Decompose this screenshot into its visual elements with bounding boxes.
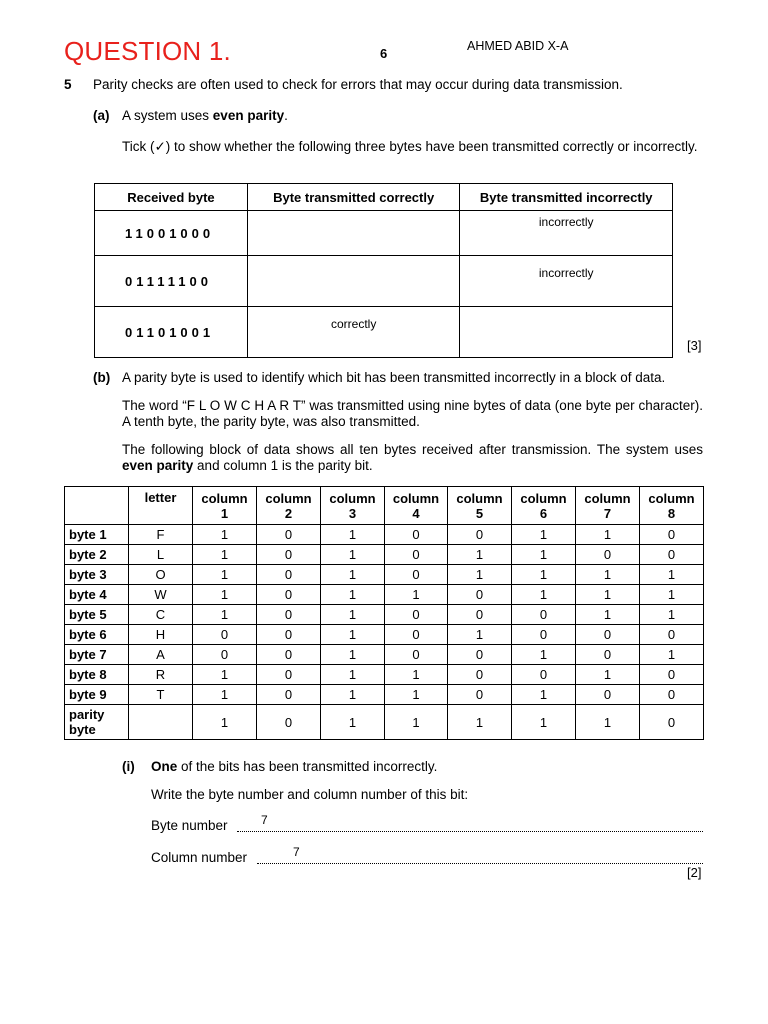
column-number-field[interactable]: [257, 845, 703, 864]
header-letter: letter: [129, 487, 193, 525]
header-column-2: column 2: [257, 487, 321, 525]
bit-cell-column-2: 0: [257, 605, 321, 625]
bit-cell-column-3: 1: [321, 625, 385, 645]
header-transmitted-incorrectly: Byte transmitted incorrectly: [460, 184, 673, 211]
bit-cell-column-7: 0: [576, 625, 640, 645]
bit-cell-column-8: 1: [640, 565, 704, 585]
parity-table: [64, 486, 704, 740]
parity-table-row: [65, 665, 704, 685]
incorrectly-cell[interactable]: [460, 307, 673, 358]
part-b-text1: A parity byte is used to identify which bit has been transmitted incorrectly in a block of data.: [122, 370, 666, 385]
incorrectly-cell[interactable]: incorrectly: [460, 256, 673, 307]
header-column-6: column 6: [512, 487, 576, 525]
letter-cell: C: [129, 605, 193, 625]
bit-cell-column-5: 1: [448, 545, 512, 565]
header-column-7: column 7: [576, 487, 640, 525]
bit-cell-column-8: 0: [640, 525, 704, 545]
received-byte-cell: 11001000: [95, 211, 248, 256]
letter-cell: F: [129, 525, 193, 545]
part-b-text2: The word “F L O W C H A R T” was transmitted using nine bytes of data (one byte per character). A tenth byte, the parity byte, was also transmitted.: [122, 398, 703, 429]
bit-cell-column-4: 0: [385, 645, 448, 665]
parity-table-row: [65, 705, 704, 740]
bit-cell-column-6: 1: [512, 645, 576, 665]
bit-cell-column-5: 0: [448, 685, 512, 705]
bit-cell-column-1: 1: [193, 685, 257, 705]
letter-cell: A: [129, 645, 193, 665]
bit-cell-column-1: 1: [193, 705, 257, 740]
bit-cell-column-2: 0: [257, 545, 321, 565]
bit-cell-column-2: 0: [257, 565, 321, 585]
part-i-marks: [2]: [687, 865, 702, 880]
column-number-answer: 7: [293, 845, 300, 859]
byte-number-answer: 7: [261, 813, 268, 827]
row-label: byte 2: [65, 545, 129, 565]
correctly-cell[interactable]: [247, 256, 460, 307]
part-a-instruction: Tick (✓) to show whether the following three bytes have been transmitted correctly or incorrectly.: [122, 139, 698, 154]
letter-cell: R: [129, 665, 193, 685]
bit-cell-column-8: 1: [640, 585, 704, 605]
row-label: byte 4: [65, 585, 129, 605]
column-number-line: [151, 845, 703, 868]
parity-table-row: [65, 545, 704, 565]
bit-cell-column-4: 0: [385, 625, 448, 645]
bit-cell-column-3: 1: [321, 685, 385, 705]
parity-table-row: [65, 645, 704, 665]
letter-cell: [129, 705, 193, 740]
bit-cell-column-8: 0: [640, 625, 704, 645]
bit-cell-column-3: 1: [321, 585, 385, 605]
bit-cell-column-6: 1: [512, 685, 576, 705]
bit-cell-column-3: 1: [321, 705, 385, 740]
bit-cell-column-2: 0: [257, 625, 321, 645]
bit-cell-column-1: 0: [193, 645, 257, 665]
part-b-text3-bold: even parity: [122, 458, 194, 473]
student-name: AHMED ABID X-A: [467, 39, 569, 53]
bit-cell-column-5: 1: [448, 705, 512, 740]
bit-cell-column-4: 1: [385, 665, 448, 685]
row-label: byte 6: [65, 625, 129, 645]
bit-cell-column-4: 0: [385, 565, 448, 585]
parity-table-row: [65, 565, 704, 585]
bit-cell-column-3: 1: [321, 645, 385, 665]
table-row: [95, 256, 673, 307]
correctly-cell[interactable]: [247, 211, 460, 256]
letter-cell: L: [129, 545, 193, 565]
bit-cell-column-7: 1: [576, 585, 640, 605]
received-byte-cell: 01111100: [95, 256, 248, 307]
part-b-text3: [122, 442, 703, 474]
bit-cell-column-8: 0: [640, 665, 704, 685]
bit-cell-column-1: 0: [193, 625, 257, 645]
bit-cell-column-3: 1: [321, 545, 385, 565]
received-byte-table: [94, 183, 673, 358]
letter-cell: T: [129, 685, 193, 705]
header-column-5: column 5: [448, 487, 512, 525]
parity-table-row: [65, 525, 704, 545]
bit-cell-column-2: 0: [257, 645, 321, 665]
part-a-text-bold: even parity: [212, 108, 285, 123]
bit-cell-column-7: 1: [576, 665, 640, 685]
bit-cell-column-4: 1: [385, 705, 448, 740]
question-number: 5: [64, 77, 72, 92]
part-b-text3-prefix: The following block of data shows all ten bytes received after transmission. The system uses: [122, 442, 703, 457]
letter-cell: H: [129, 625, 193, 645]
part-a-text: [122, 108, 288, 123]
bit-cell-column-2: 0: [257, 665, 321, 685]
row-label: byte 7: [65, 645, 129, 665]
bit-cell-column-7: 1: [576, 705, 640, 740]
bit-cell-column-5: 0: [448, 525, 512, 545]
part-a-marks: [3]: [687, 338, 702, 353]
bit-cell-column-1: 1: [193, 565, 257, 585]
bit-cell-column-3: 1: [321, 525, 385, 545]
bit-cell-column-3: 1: [321, 665, 385, 685]
header-column-4: column 4: [385, 487, 448, 525]
incorrectly-cell[interactable]: incorrectly: [460, 211, 673, 256]
bit-cell-column-5: 1: [448, 565, 512, 585]
bit-cell-column-6: 1: [512, 705, 576, 740]
part-b-label: (b): [93, 370, 111, 385]
bit-cell-column-2: 0: [257, 705, 321, 740]
row-label: byte 1: [65, 525, 129, 545]
row-label: parity byte: [65, 705, 129, 740]
header-blank: [65, 487, 129, 525]
bit-cell-column-7: 0: [576, 685, 640, 705]
byte-number-line: [151, 813, 703, 836]
bit-cell-column-6: 0: [512, 665, 576, 685]
row-label: byte 3: [65, 565, 129, 585]
bit-cell-column-4: 0: [385, 525, 448, 545]
column-number-label: Column number: [151, 850, 248, 865]
page-number: 6: [380, 46, 388, 61]
bit-cell-column-8: 0: [640, 685, 704, 705]
bit-cell-column-1: 1: [193, 545, 257, 565]
header-column-1: column 1: [193, 487, 257, 525]
part-i-text-suffix: of the bits has been transmitted incorrectly.: [177, 759, 438, 774]
parity-header-row: [65, 487, 704, 525]
bit-cell-column-8: 0: [640, 705, 704, 740]
bit-cell-column-1: 1: [193, 665, 257, 685]
bit-cell-column-6: 1: [512, 525, 576, 545]
bit-cell-column-5: 0: [448, 605, 512, 625]
bit-cell-column-7: 1: [576, 525, 640, 545]
bit-cell-column-8: 1: [640, 645, 704, 665]
bit-cell-column-7: 1: [576, 565, 640, 585]
part-a-label: (a): [93, 108, 110, 123]
bit-cell-column-2: 0: [257, 525, 321, 545]
header-column-8: column 8: [640, 487, 704, 525]
bit-cell-column-5: 0: [448, 585, 512, 605]
bit-cell-column-4: 1: [385, 685, 448, 705]
part-i-text: [151, 759, 437, 774]
bit-cell-column-1: 1: [193, 525, 257, 545]
bit-cell-column-7: 0: [576, 545, 640, 565]
parity-table-row: [65, 585, 704, 605]
parity-table-row: [65, 685, 704, 705]
row-label: byte 9: [65, 685, 129, 705]
header-received-byte: Received byte: [95, 184, 248, 211]
table-row: [95, 307, 673, 358]
bit-cell-column-4: 0: [385, 545, 448, 565]
part-i-instruction: Write the byte number and column number of this bit:: [151, 787, 469, 802]
bit-cell-column-5: 0: [448, 645, 512, 665]
correctly-cell[interactable]: correctly: [247, 307, 460, 358]
bit-cell-column-5: 1: [448, 625, 512, 645]
bit-cell-column-6: 1: [512, 545, 576, 565]
header-column-3: column 3: [321, 487, 385, 525]
bit-cell-column-1: 1: [193, 585, 257, 605]
byte-number-field[interactable]: [237, 813, 703, 832]
bit-cell-column-6: 0: [512, 625, 576, 645]
bit-cell-column-6: 0: [512, 605, 576, 625]
bit-cell-column-7: 1: [576, 605, 640, 625]
parity-table-row: [65, 625, 704, 645]
bit-cell-column-8: 1: [640, 605, 704, 625]
bit-cell-column-3: 1: [321, 605, 385, 625]
bit-cell-column-4: 1: [385, 585, 448, 605]
letter-cell: O: [129, 565, 193, 585]
row-label: byte 8: [65, 665, 129, 685]
bit-cell-column-2: 0: [257, 585, 321, 605]
part-a-text-prefix: A system uses: [122, 108, 213, 123]
part-i-text-bold: One: [151, 759, 178, 774]
parity-table-row: [65, 605, 704, 625]
table-row: [95, 211, 673, 256]
bit-cell-column-8: 0: [640, 545, 704, 565]
part-i-label: (i): [122, 759, 135, 774]
row-label: byte 5: [65, 605, 129, 625]
bit-cell-column-6: 1: [512, 565, 576, 585]
header-transmitted-correctly: Byte transmitted correctly: [247, 184, 460, 211]
bit-cell-column-2: 0: [257, 685, 321, 705]
byte-number-label: Byte number: [151, 818, 228, 833]
part-a-text-suffix: .: [284, 108, 288, 123]
bit-cell-column-3: 1: [321, 565, 385, 585]
question-intro: Parity checks are often used to check for errors that may occur during data transmission.: [93, 77, 623, 92]
bit-cell-column-4: 0: [385, 605, 448, 625]
bit-cell-column-5: 0: [448, 665, 512, 685]
question-title: QUESTION 1.: [64, 36, 231, 66]
bit-cell-column-1: 1: [193, 605, 257, 625]
bit-cell-column-6: 1: [512, 585, 576, 605]
letter-cell: W: [129, 585, 193, 605]
part-b-text3-suffix: and column 1 is the parity bit.: [193, 458, 373, 473]
received-byte-cell: 01101001: [95, 307, 248, 358]
bit-cell-column-7: 0: [576, 645, 640, 665]
